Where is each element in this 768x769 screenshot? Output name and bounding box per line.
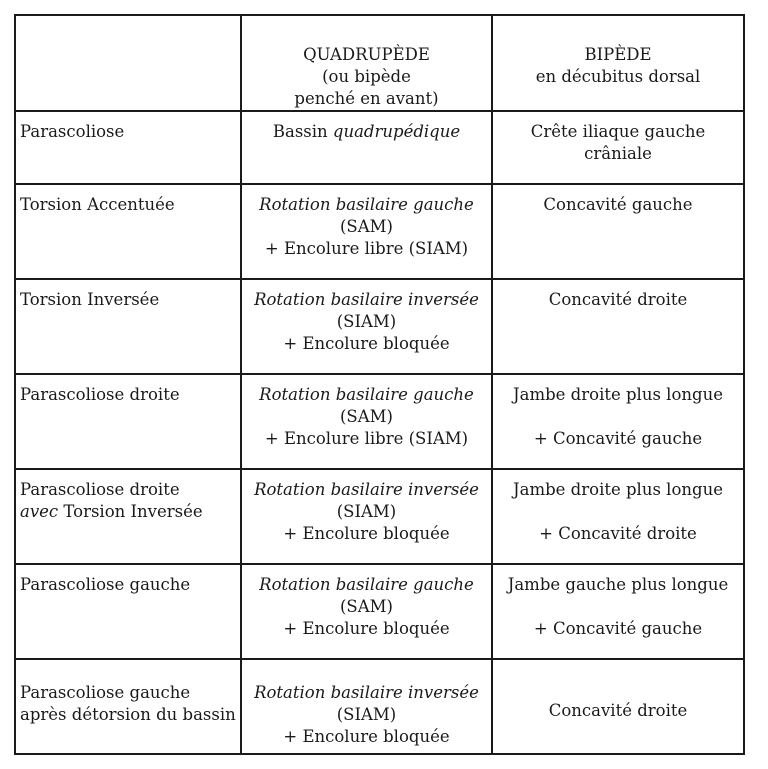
bipede-line: + Concavité droite <box>539 524 697 543</box>
quadrupede-line: + Encolure libre (SIAM) <box>264 429 469 448</box>
bipede-line: Jambe gauche plus longue <box>507 575 729 594</box>
bipede-spacer <box>493 501 743 523</box>
bipede-line: Concavité gauche <box>543 195 693 214</box>
table-row <box>15 279 744 374</box>
header-bipede-line: en décubitus dorsal <box>535 67 701 86</box>
table-row <box>15 184 744 279</box>
row-label <box>15 564 241 659</box>
table-row <box>15 374 744 469</box>
row-label-text: Parascoliose droite <box>20 385 180 404</box>
bipede-spacer <box>493 406 743 428</box>
quadrupede-line <box>242 121 491 143</box>
bipede-cell <box>492 469 744 564</box>
row-label-text: Parascoliose gauche <box>20 683 191 702</box>
quadrupede-text: Bassin <box>272 122 333 141</box>
quadrupede-line: + Encolure bloquée <box>283 524 450 543</box>
quadrupede-line: (SAM) <box>340 597 393 616</box>
quadrupede-italic-text: Rotation basilaire gauche <box>259 195 474 214</box>
comparison-table-wrapper <box>14 14 745 755</box>
bipede-line: Concavité droite <box>548 290 688 309</box>
row-label-text: Torsion Inversée <box>20 290 160 309</box>
header-quadrupede <box>241 15 492 111</box>
table-row <box>15 564 744 659</box>
quadrupede-italic-text: Rotation basilaire inversée <box>254 480 479 499</box>
quadrupede-line: + Encolure bloquée <box>283 727 450 746</box>
quadrupede-italic-text: Rotation basilaire gauche <box>259 385 474 404</box>
quadrupede-cell <box>241 659 492 754</box>
table-row <box>15 111 744 184</box>
header-quadrupede-line: (ou bipède <box>322 67 411 86</box>
bipede-line: Concavité droite <box>548 700 688 720</box>
row-label-italic: avec <box>20 502 59 521</box>
quadrupede-line: (SAM) <box>340 407 393 426</box>
bipede-line: + Concavité gauche <box>533 619 703 638</box>
bipede-cell <box>492 279 744 374</box>
header-quadrupede-line: penché en avant) <box>294 89 439 108</box>
bipede-line: + Concavité gauche <box>533 429 703 448</box>
bipede-spacer <box>493 596 743 618</box>
bipede-line: Jambe droite plus longue <box>513 480 723 499</box>
header-empty-cell <box>15 15 241 111</box>
quadrupede-line: (SIAM) <box>336 502 397 521</box>
table-row <box>15 469 744 564</box>
quadrupede-italic-text: quadrupédique <box>332 122 461 141</box>
row-label-text: après détorsion du bassin <box>20 705 236 724</box>
row-label <box>15 469 241 564</box>
header-bipede-line: BIPÈDE <box>584 45 652 64</box>
bipede-cell <box>492 564 744 659</box>
row-label-text: Torsion Accentuée <box>20 195 175 214</box>
quadrupede-line: + Encolure libre (SIAM) <box>264 239 469 258</box>
row-label-rest: Torsion Inversée <box>58 502 203 521</box>
row-label <box>15 279 241 374</box>
row-label-text <box>20 501 236 523</box>
quadrupede-line: (SAM) <box>340 217 393 236</box>
row-label-text: Parascoliose droite <box>20 480 180 499</box>
quadrupede-italic-text: Rotation basilaire gauche <box>259 575 474 594</box>
row-label <box>15 374 241 469</box>
bipede-cell <box>492 111 744 184</box>
quadrupede-line: (SIAM) <box>336 312 397 331</box>
quadrupede-italic-text: Rotation basilaire inversée <box>254 683 479 702</box>
bipede-cell <box>492 374 744 469</box>
quadrupede-cell <box>241 111 492 184</box>
row-label-text: Parascoliose gauche <box>20 575 191 594</box>
quadrupede-cell <box>241 564 492 659</box>
bipede-line: Crête iliaque gauche <box>530 122 706 141</box>
quadrupede-line: + Encolure bloquée <box>283 334 450 353</box>
row-label <box>15 659 241 754</box>
row-label-text: Parascoliose <box>20 122 125 141</box>
bipede-line: Jambe droite plus longue <box>513 385 723 404</box>
row-label <box>15 111 241 184</box>
quadrupede-cell <box>241 184 492 279</box>
quadrupede-line: + Encolure bloquée <box>283 619 450 638</box>
row-label <box>15 184 241 279</box>
table-row <box>15 659 744 754</box>
comparison-table <box>14 14 745 755</box>
header-row <box>15 15 744 111</box>
quadrupede-italic-text: Rotation basilaire inversée <box>254 290 479 309</box>
header-quadrupede-line: QUADRUPÈDE <box>303 45 430 64</box>
quadrupede-cell <box>241 374 492 469</box>
quadrupede-cell <box>241 469 492 564</box>
quadrupede-line: (SIAM) <box>336 705 397 724</box>
bipede-cell <box>492 659 744 754</box>
bipede-cell <box>492 184 744 279</box>
header-bipede <box>492 15 744 111</box>
quadrupede-cell <box>241 279 492 374</box>
bipede-line: crâniale <box>584 144 652 163</box>
